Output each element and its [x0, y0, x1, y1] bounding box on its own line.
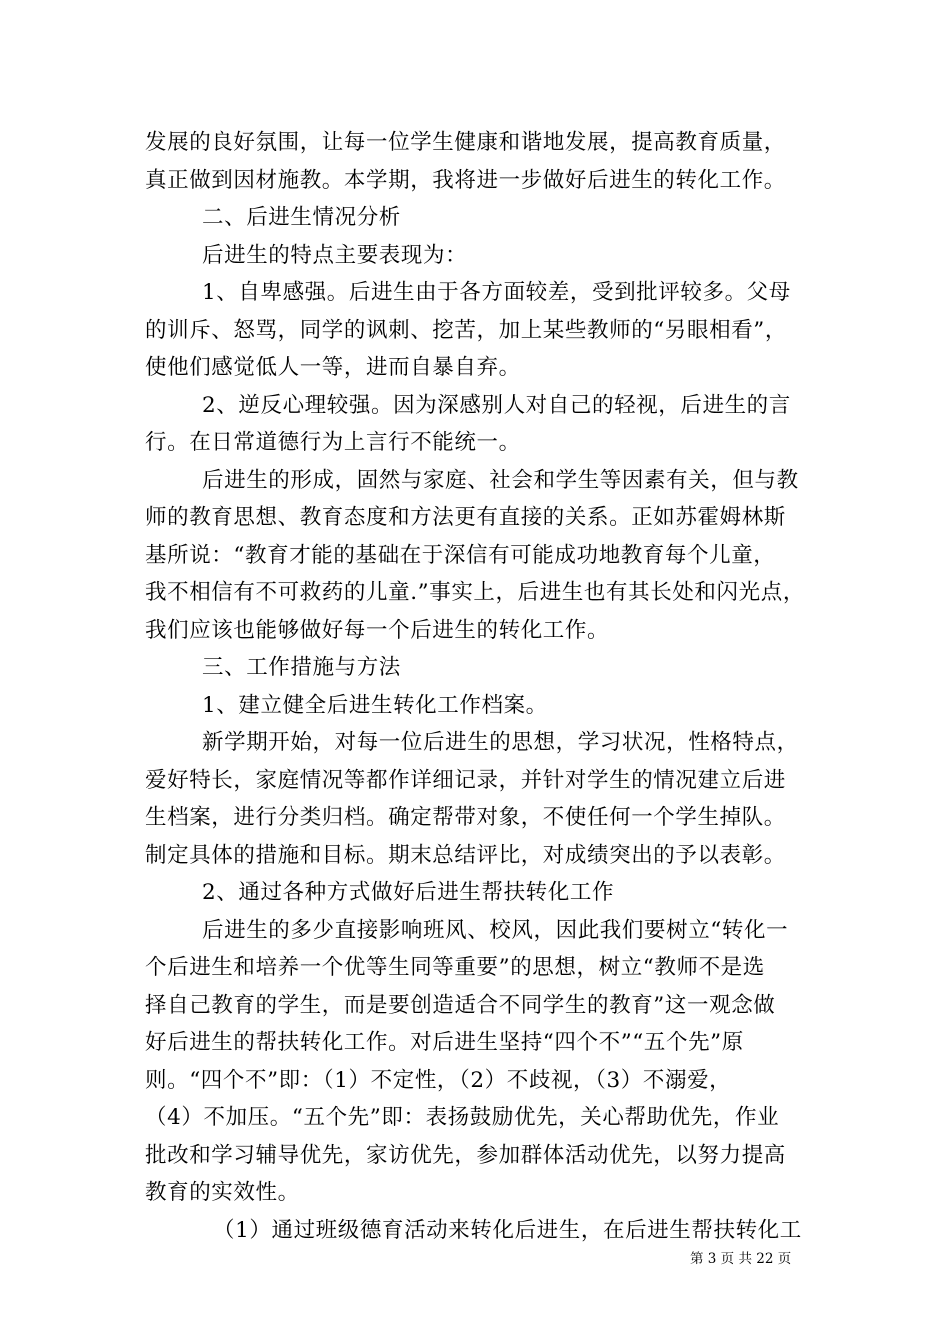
text-line: 新学期开始，对每一位后进生的思想，学习状况，性格特点，	[202, 730, 799, 755]
text-line: 后进生的多少直接影响班风、校风，因此我们要树立“转化一	[202, 917, 789, 943]
document-body	[145, 124, 813, 1249]
text-line: 使他们感觉低人一等，进而自暴自弃。	[145, 355, 521, 380]
text-line: 基所说：“教育才能的基础在于深信有可能成功地教育每个儿童，	[145, 542, 776, 568]
text-line: 的训斥、怒骂，同学的讽刺、挖苦，加上某些教师的“另眼相看”，	[145, 317, 787, 343]
text-line: （4）不加压。“五个先”即：表扬鼓励优先，关心帮助优先，作业	[145, 1105, 780, 1130]
text-line: 教育的实效性。	[145, 1180, 300, 1205]
text-line: 行。在日常道德行为上言行不能统一。	[145, 430, 521, 455]
text-line: 批改和学习辅导优先，家访优先，参加群体活动优先，以努力提高	[145, 1142, 786, 1168]
text-line: 爱好特长，家庭情况等都作详细记录，并针对学生的情况建立后进	[145, 767, 786, 793]
section-heading: 二、后进生情况分析	[202, 205, 401, 230]
text-line: 师的教育思想、教育态度和方法更有直接的关系。正如苏霍姆林斯	[145, 505, 786, 530]
text-line: 个后进生和培养一个优等生同等重要”的思想，树立“教师不是选	[145, 955, 765, 980]
text-line: 1、自卑感强。后进生由于各方面较差，受到批评较多。父母	[202, 280, 791, 305]
text-line: 后进生的特点主要表现为：	[202, 242, 468, 268]
text-line: 我不相信有不可救药的儿童.”事实上，后进生也有其长处和闪光点，	[145, 580, 805, 605]
text-line: 后进生的形成，固然与家庭、社会和学生等因素有关，但与教	[202, 467, 799, 493]
text-line: 则。“四个不”即：（1）不定性，（2）不歧视，（3）不溺爱，	[145, 1067, 732, 1093]
text-line: 生档案，进行分类归档。确定帮带对象，不使任何一个学生掉队。	[145, 805, 786, 830]
text-line: 2、逆反心理较强。因为深感别人对自己的轻视，后进生的言	[202, 392, 791, 418]
text-line: 制定具体的措施和目标。期末总结评比，对成绩突出的予以表彰。	[145, 842, 786, 868]
text-line: 择自己教育的学生，而是要创造适合不同学生的教育”这一观念做	[145, 992, 776, 1018]
text-line: 我们应该也能够做好每一个后进生的转化工作。	[145, 617, 610, 643]
text-line: 好后进生的帮扶转化工作。对后进生坚持“四个不”“五个先”原	[145, 1030, 744, 1055]
page-number: 第 3 页 共 22 页	[690, 1251, 792, 1267]
section-heading: 三、工作措施与方法	[202, 655, 401, 680]
subsection-heading: 1、建立健全后进生转化工作档案。	[202, 692, 548, 718]
text-line: 发展的良好氛围，让每一位学生健康和谐地发展，提高教育质量，	[145, 130, 786, 155]
text-line: （1）通过班级德育活动来转化后进生，在后进生帮扶转化工	[213, 1217, 802, 1243]
text-line: 真正做到因材施教。本学期，我将进一步做好后进生的转化工作。	[145, 167, 786, 193]
subsection-heading: 2、通过各种方式做好后进生帮扶转化工作	[202, 880, 615, 905]
